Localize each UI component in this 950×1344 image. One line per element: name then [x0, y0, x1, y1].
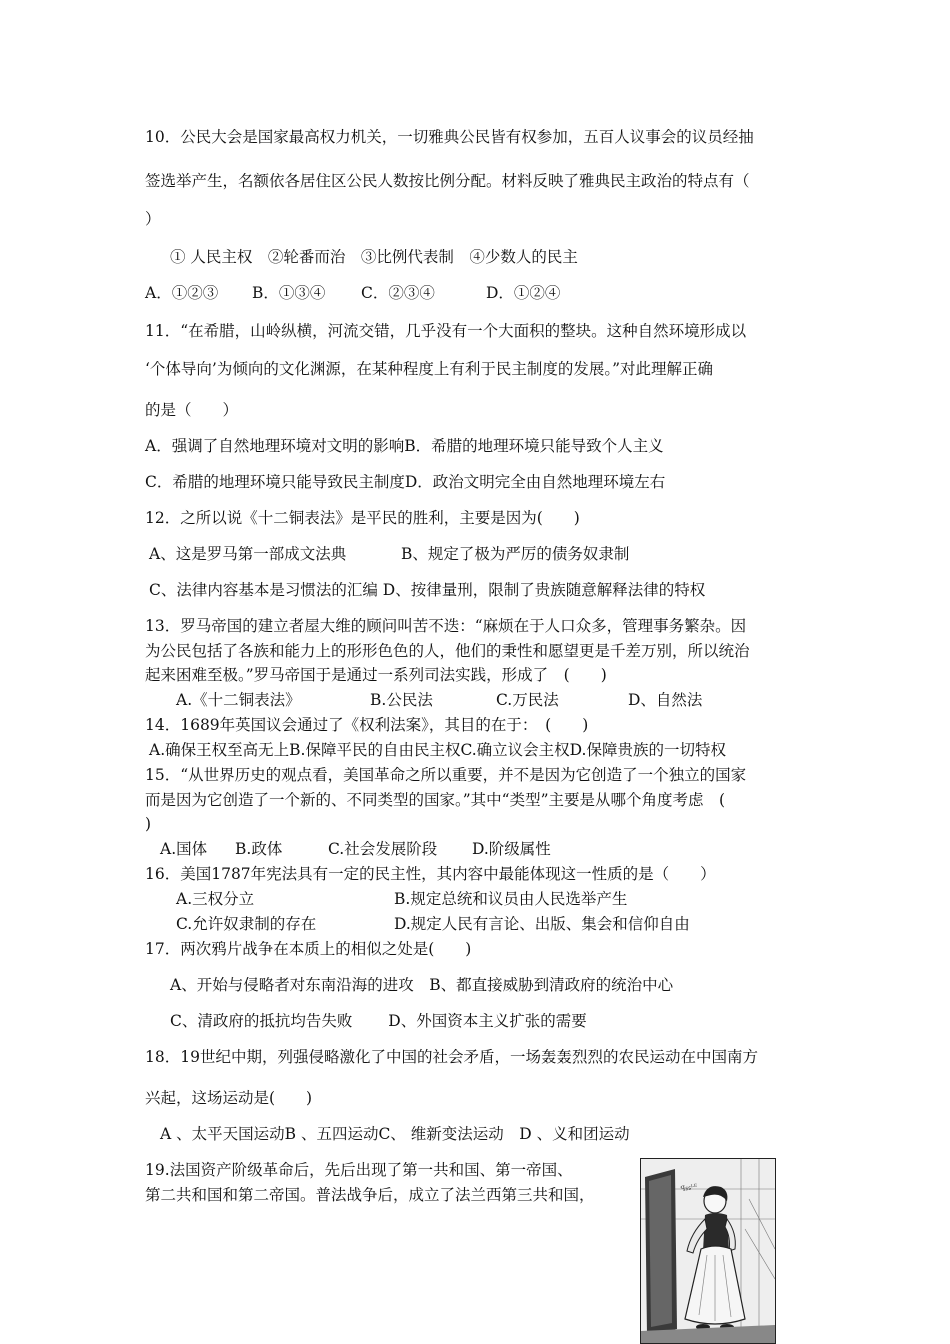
- q15-text-line-1: 15．“从世界历史的观点看，美国革命之所以重要，并不是因为它创造了一个独立的国家: [145, 766, 747, 784]
- q15-option-c: C.社会发展阶段: [328, 840, 438, 858]
- q10-option-d: D．①②④: [486, 284, 561, 302]
- q11-text-line-3: 的是（ ）: [145, 401, 239, 419]
- q14-options: A.确保王权至高无上B.保障平民的自由民主权C.确立议会主权D.保障贵族的一切特权: [149, 741, 726, 759]
- q16-option-b: B.规定总统和议员由人民选举产生: [394, 890, 628, 908]
- q17-options-line-1: A、开始与侵略者对东南沿海的进攻 B、都直接威胁到清政府的统治中心: [170, 976, 674, 994]
- q12-option-a: A、这是罗马第一部成文法典: [149, 545, 347, 563]
- q19-text-line-2: 第二共和国和第二帝国。普法战争后，成立了法兰西第三共和国，: [145, 1186, 595, 1204]
- q13-text-line-2: 为公民包括了各族和能力上的形形色色的人，他们的秉性和愿望更是千差万别，所以统治: [145, 642, 750, 660]
- q15-text-line-2: 而是因为它创造了一个新的、不同类型的国家。”其中“类型”主要是从哪个角度考虑 (: [145, 791, 726, 809]
- q10-text-line-2: 签选举产生，名额依各居住区公民人数按比例分配。材料反映了雅典民主政治的特点有（: [145, 172, 750, 190]
- q12-options-line-2: C、法律内容基本是习惯法的汇编 D、按律量刑，限制了贵族随意解释法律的特权: [149, 581, 706, 599]
- q13-option-a: A.《十二铜表法》: [176, 691, 301, 709]
- q16-option-d: D.规定人民有言论、出版、集会和信仰自由: [394, 915, 690, 933]
- q10-option-b: B．①③④: [252, 284, 326, 302]
- q15-option-d: D.阶级属性: [472, 840, 551, 858]
- q17-options-line-2: C、清政府的抵抗均告失败 D、外国资本主义扩张的需要: [170, 1012, 587, 1030]
- q15-option-b: B.政体: [235, 840, 283, 858]
- q15-text-line-3: ): [145, 815, 152, 833]
- q11-options-line-2: C．希腊的地理环境只能导致民主制度D．政治文明完全由自然地理环境左右: [145, 473, 666, 491]
- q18-text-line-2: 兴起，这场运动是( ): [145, 1089, 313, 1107]
- q13-option-d: D、自然法: [628, 691, 703, 709]
- q10-text-line-1: 10．公民大会是国家最高权力机关，一切雅典公民皆有权参加，五百人议事会的议员经抽: [145, 128, 754, 146]
- q16-option-c: C.允许奴隶制的存在: [176, 915, 317, 933]
- cartoon-woman-illustration-icon: [641, 1159, 775, 1343]
- q10-option-a: A．①②③: [145, 284, 219, 302]
- q13-option-c: C.万民法: [496, 691, 559, 709]
- q12-text: 12．之所以说《十二铜表法》是平民的胜利，主要是因为( ): [145, 509, 580, 527]
- q13-text-line-1: 13．罗马帝国的建立者屋大维的顾问叫苦不迭：“麻烦在于人口众多，管理事务繁杂。因: [145, 617, 747, 635]
- svg-text:ꟼ᥉᥉ᴸᴱ: ꟼ᥉᥉ᴸᴱ: [680, 1182, 698, 1193]
- q16-option-a: A.三权分立: [176, 890, 255, 908]
- q11-options-line-1: A．强调了自然地理环境对文明的影响B．希腊的地理环境只能导致个人主义: [145, 437, 664, 455]
- q16-text: 16．美国1787年宪法具有一定的民主性，其内容中最能体现这一性质的是（ ）: [145, 865, 716, 883]
- q10-option-c: C．②③④: [361, 284, 435, 302]
- q18-options: A 、太平天国运动B 、五四运动C、 维新变法运动 D 、义和团运动: [160, 1125, 630, 1143]
- q10-items: ① 人民主权 ②轮番而治 ③比例代表制 ④少数人的民主: [170, 248, 578, 266]
- cartoon-picture: [640, 1158, 776, 1344]
- q11-text-line-2: ‘个体导向’为倾向的文化渊源，在某种程度上有利于民主制度的发展。”对此理解正确: [145, 360, 714, 378]
- q18-text-line-1: 18．19世纪中期，列强侵略激化了中国的社会矛盾，一场轰轰烈烈的农民运动在中国南方: [145, 1048, 758, 1066]
- q12-option-b: B、规定了极为严厉的债务奴隶制: [401, 545, 630, 563]
- q13-option-b: B.公民法: [370, 691, 433, 709]
- q15-option-a: A.国体: [160, 840, 208, 858]
- q17-text: 17．两次鸦片战争在本质上的相似之处是( ): [145, 940, 472, 958]
- q10-text-line-3: ）: [145, 210, 161, 228]
- q13-text-line-3: 起来困难至极。”罗马帝国于是通过一系列司法实践，形成了 ( ): [145, 666, 607, 684]
- q11-text-line-1: 11．“在希腊，山岭纵横，河流交错，几乎没有一个大面积的整块。这种自然环境形成以: [145, 322, 747, 340]
- q19-text-line-1: 19.法国资产阶级革命后，先后出现了第一共和国、第一帝国、: [145, 1161, 573, 1179]
- q14-text: 14．1689年英国议会通过了《权利法案》，其目的在于： ( ): [145, 716, 589, 734]
